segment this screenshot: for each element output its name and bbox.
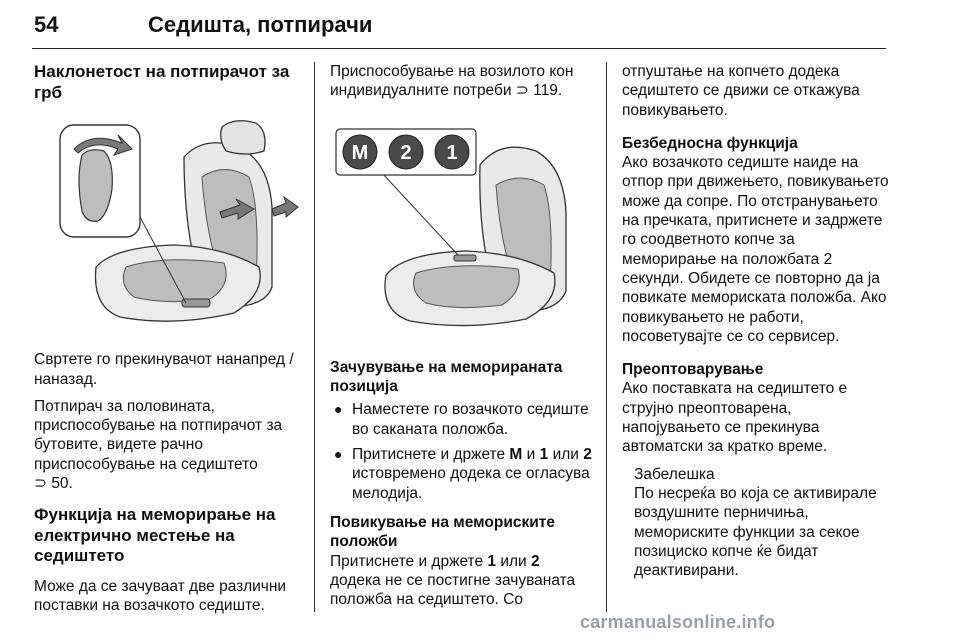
header-rule — [32, 48, 886, 49]
note-text: По несреќа во која се активирале воздушните перничиња, мемориските функции за секое позициско копче ќе бидат деактивирани. — [634, 484, 877, 580]
memory-buttons-illustration — [330, 115, 596, 331]
ref-arrow-icon: ⊃ — [515, 82, 529, 100]
column-1 — [34, 62, 300, 623]
running-title: Седишта, потпирачи — [148, 12, 373, 37]
recline-caption: Свртете го прекинувачот нанапред / наназад. — [34, 351, 294, 388]
page-header — [32, 6, 886, 46]
list-item: ● Наместете го возачкото седиште во саканата положба. — [334, 401, 589, 438]
safety-paragraph: Ако возачкото седиште наиде на отпор при движењето, повикувањето може да сопре. По отстранувањето на пречката, притиснете и задржете го соодветното копче за меморирање на положбата 2 секунди. Обидете се повторно да ја повикате мемориската положба. Ако повикувањето не работи, посоветувајте се со сервисер. — [622, 154, 889, 345]
recall-continuation: отпуштање на копчето додека седиштето се движи се откажува повикувањето. — [622, 63, 860, 119]
seat-recline-illustration — [34, 117, 300, 333]
recall-paragraph: Притиснете и држете 1 или 2 додека не се постигне зачуваната положба на седиштето. Со — [330, 552, 576, 609]
memory-button-2: 2 — [400, 141, 412, 164]
site-watermark: carmanualsonline.info — [580, 612, 776, 632]
subheading-safety-function: Безбедносна функција — [622, 134, 798, 152]
lumbar-paragraph: Потпирач за половината, приспособување на потпирачот за бутовите, видете рачно приспособување на седиштето ⊃ 50. — [34, 397, 283, 493]
memory-button-1: 1 — [446, 141, 458, 164]
column-divider-1 — [314, 62, 315, 612]
section-heading-memory: Функција на меморирање на електрично местење на седиштето — [34, 505, 276, 566]
subheading-recall-positions: Повикување на мемориските положби — [330, 513, 555, 551]
subheading-overload: Преоптоварување — [622, 361, 764, 379]
section-heading-recline: Наклонетост на потпирачот за грб — [34, 62, 290, 102]
column-2 — [330, 62, 592, 617]
overload-paragraph: Ако поставката на седиштето е струјно преоптоварена, напојувањето се прекинува автоматски за кратко време. — [622, 380, 848, 456]
store-steps-list — [330, 400, 592, 502]
subheading-store-position: Зачувување на меморираната позиција — [330, 358, 563, 396]
column-divider-2 — [606, 62, 607, 612]
page-reference-link[interactable]: 50. — [51, 475, 73, 493]
column-3 — [622, 62, 890, 580]
list-item: ● Притиснете и држете M и 1 или 2 истовремено додека се огласува мелодија. — [334, 446, 592, 502]
ref-arrow-icon: ⊃ — [34, 475, 47, 493]
memory-intro-paragraph: Може да се зачуваат две различни поставки на возачкото седиште. — [34, 577, 287, 615]
personalisation-paragraph: Приспособување на возилото кон индивидуалните потреби ⊃ 119. — [330, 63, 574, 100]
note-heading: Забелешка — [634, 465, 715, 483]
page-reference-link[interactable]: 119. — [533, 82, 563, 100]
note-block — [622, 465, 890, 581]
memory-button-m: M — [351, 141, 369, 164]
page-number: 54 — [34, 12, 59, 37]
